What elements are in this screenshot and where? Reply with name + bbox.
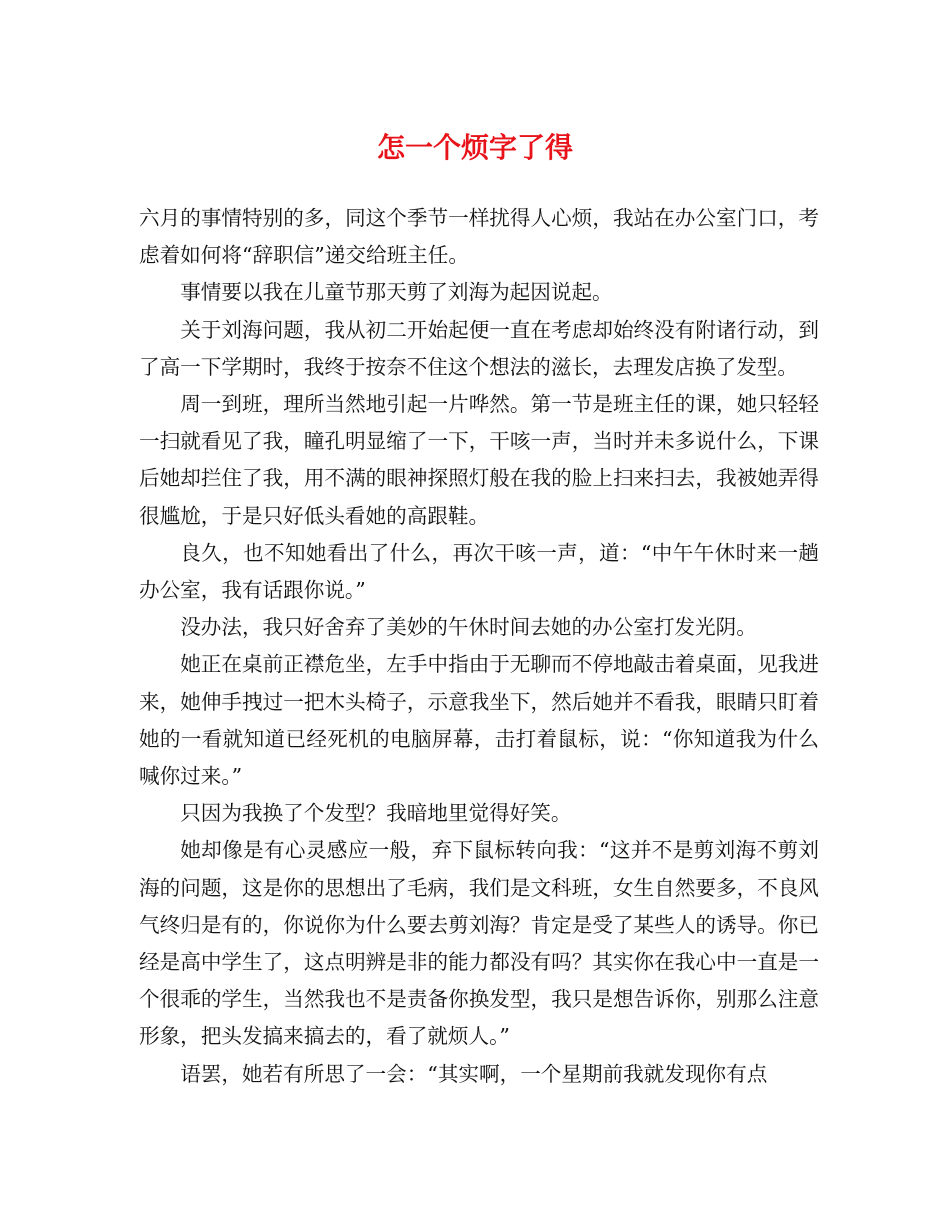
document-title: 怎一个烦字了得	[376, 131, 573, 164]
paragraph-2: 事情要以我在儿童节那天剪了刘海为起因说起。	[180, 280, 613, 305]
document-body	[139, 200, 819, 1093]
paragraph-8: 只因为我换了个发型？我暗地里觉得好笑。	[180, 801, 572, 826]
paragraph-7: 她正在桌前正襟危坐，左手中指由于无聊而不停地敲击着桌面，见我进来，她伸手拽过一把木头椅子，示意我坐下，然后她并不看我，眼睛只盯着她的一看就知道已经死机的电脑屏幕，击打着鼠标，说：“你知道我为什么喊你过来。”	[139, 652, 819, 789]
paragraph-1: 六月的事情特别的多，同这个季节一样扰得人心烦，我站在办公室门口，考虑着如何将“辞职信”递交给班主任。	[139, 206, 819, 268]
paragraph-5: 良久，也不知她看出了什么，再次干咳一声，道：“中午午休时来一趟办公室，我有话跟你说。”	[139, 540, 819, 603]
paragraph-6: 没办法，我只好舍弃了美妙的午休时间去她的办公室打发光阴。	[180, 615, 757, 640]
paragraph-4: 周一到班，理所当然地引起一片哗然。第一节是班主任的课，她只轻轻一扫就看见了我，瞳孔明显缩了一下，干咳一声，当时并未多说什么，下课后她却拦住了我，用不满的眼神探照灯般在我的脸上扫来扫去，我被她弄得很尴尬，于是只好低头看她的高跟鞋。	[139, 392, 819, 528]
paragraph-10: 语罢，她若有所思了一会：“其实啊，一个星期前我就发现你有点	[180, 1061, 768, 1086]
paragraph-9: 她却像是有心灵感应一般，弃下鼠标转向我：“这并不是剪刘海不剪刘海的问题，这是你的思想出了毛病，我们是文科班，女生自然要多，不良风气终归是有的，你说你为什么要去剪刘海？肯定是受了某些人的诱导。你已经是高中学生了，这点明辨是非的能力都没有吗？其实你在我心中一直是一个很乖的学生，当然我也不是责备你换发型，我只是想告诉你，别那么注意形象，把头发搞来搞去的，看了就烦人。”	[139, 838, 819, 1049]
paragraph-3: 关于刘海问题，我从初二开始起便一直在考虑却始终没有附诸行动，到了高一下学期时，我终于按奈不住这个想法的滋长，去理发店换了发型。	[139, 317, 819, 379]
